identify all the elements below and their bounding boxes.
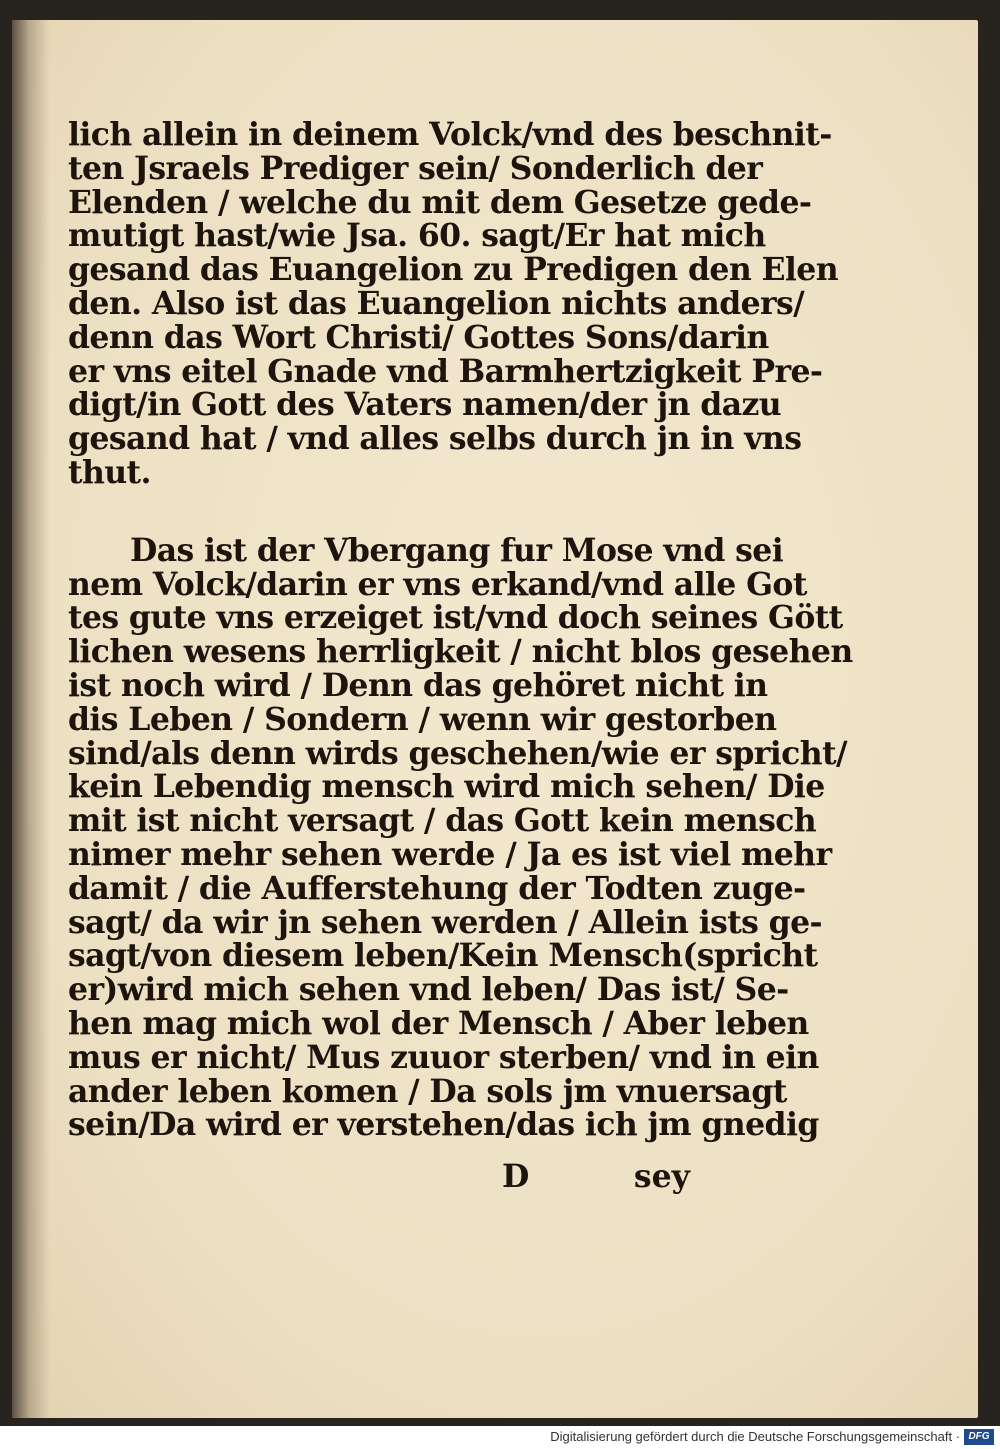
text-line: sagt/von diesem leben/Kein Mensch(spricht — [68, 937, 818, 975]
text-line: kein Lebendig mensch wird mich sehen/ Die — [68, 768, 825, 806]
page-gutter-shadow — [12, 20, 50, 1418]
page-foot-row — [68, 1158, 708, 1194]
text-line: mutigt hast/wie Jsa. 60. sagt/Er hat mich — [68, 217, 766, 255]
text-line: Das ist der Vbergang fur Mose vnd sei — [130, 531, 784, 569]
text-line: sagt/ da wir jn sehen werden / Allein ists ge- — [68, 903, 822, 941]
text-line: dis Leben / Sondern / wenn wir gestorben — [68, 700, 777, 738]
text-line: den. Also ist das Euangelion nichts anders/ — [68, 284, 805, 322]
text-line: lichen wesens herrligkeit / nicht blos gesehen — [68, 633, 853, 671]
text-line: damit / die Aufferstehung der Todten zuge- — [68, 869, 806, 907]
paragraph-break — [68, 490, 718, 534]
funding-credit: Digitalisierung gefördert durch die Deutsche Forschungsgemeinschaft · — [550, 1429, 960, 1444]
text-line: hen mag mich wol der Mensch / Aber leben — [68, 1004, 809, 1042]
text-line: mit ist nicht versagt / das Gott kein mensch — [68, 802, 817, 840]
text-line: nem Volck/darin er vns erkand/vnd alle Got — [68, 565, 807, 603]
text-line: digt/in Gott des Vaters namen/der jn dazu — [68, 386, 782, 424]
text-line: ist noch wird / Denn das gehöret nicht in — [68, 666, 768, 704]
text-line: nimer mehr sehen werde / Ja es ist viel mehr — [68, 835, 832, 873]
text-line: gesand hat / vnd alles selbs durch jn in vns — [68, 420, 802, 458]
text-line: ten Jsraels Prediger sein/ Sonderlich der — [68, 149, 763, 187]
digitization-footer — [0, 1426, 1000, 1449]
text-line: gesand das Euangelion zu Predigen den Elen — [68, 251, 839, 289]
text-line: tes gute vns erzeiget ist/vnd doch seines Gött — [68, 599, 843, 637]
book-page — [12, 20, 978, 1418]
text-line: sein/Da wird er verstehen/das ich jm gnedig — [68, 1106, 819, 1144]
text-line: sind/als denn wirds geschehen/wie er spricht/ — [68, 734, 847, 772]
text-line: thut. — [68, 453, 151, 491]
text-line: er vns eitel Gnade vnd Barmhertzigkeit Pre- — [68, 352, 823, 390]
text-line: Elenden / welche du mit dem Gesetze gede- — [68, 183, 812, 221]
text-line: ander leben komen / Da sols jm vnuersagt — [68, 1072, 787, 1110]
dfg-logo: DFG — [964, 1429, 994, 1445]
text-line: lich allein in deinem Volck/vnd des beschnit- — [68, 116, 832, 153]
page-text — [68, 116, 853, 1144]
text-line: mus er nicht/ Mus zuuor sterben/ vnd in ein — [68, 1038, 819, 1076]
text-line: denn das Wort Christi/ Gottes Sons/darin — [68, 318, 769, 356]
signature-mark: D — [502, 1158, 530, 1195]
text-line: er)wird mich sehen vnd leben/ Das ist/ Se- — [68, 971, 789, 1009]
catchword: sey — [633, 1158, 690, 1195]
